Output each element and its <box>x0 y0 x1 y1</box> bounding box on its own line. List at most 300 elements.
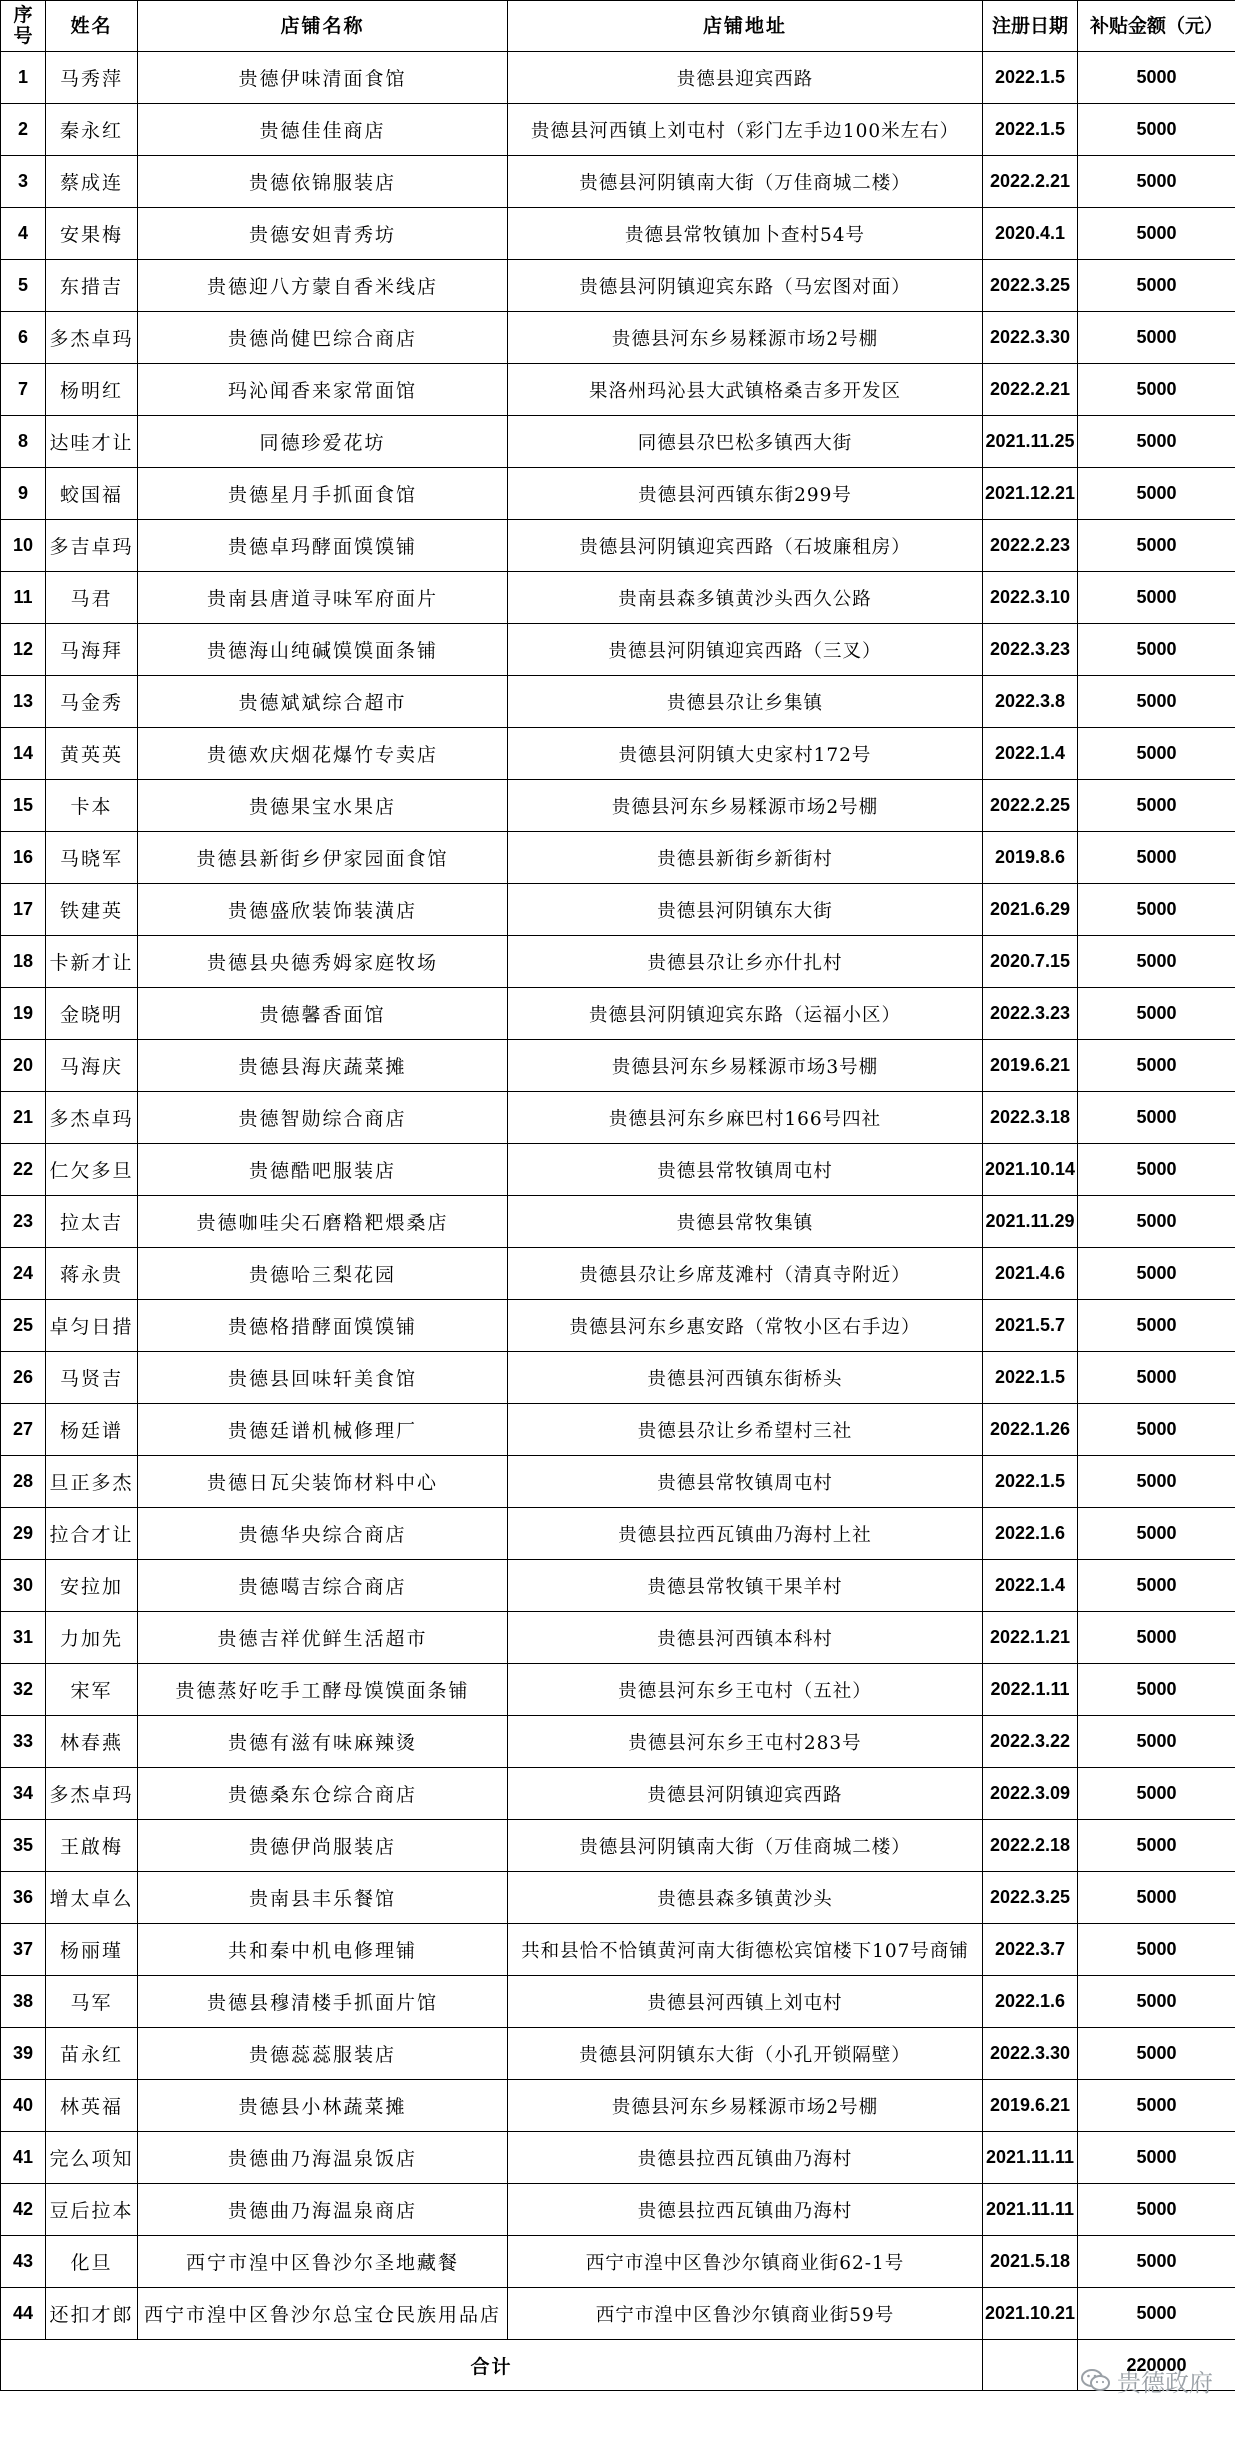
cell-amount: 5000 <box>1078 780 1235 832</box>
cell-seq: 27 <box>1 1404 46 1456</box>
header-seq-text: 序 号 <box>13 4 33 47</box>
cell-name: 还扣才郎 <box>46 2288 138 2340</box>
cell-address: 贵德县河西镇东街桥头 <box>508 1352 983 1404</box>
cell-name: 安拉加 <box>46 1560 138 1612</box>
cell-shop: 贵德依锦服装店 <box>138 156 508 208</box>
wechat-icon <box>1081 2368 1111 2394</box>
cell-seq: 44 <box>1 2288 46 2340</box>
cell-address: 贵德县尕让乡席芨滩村（清真寺附近） <box>508 1248 983 1300</box>
cell-seq: 22 <box>1 1144 46 1196</box>
table-row <box>1 572 1235 624</box>
table-row <box>1 1508 1235 1560</box>
table-row <box>1 1300 1235 1352</box>
cell-name: 宋军 <box>46 1664 138 1716</box>
cell-amount: 5000 <box>1078 2132 1235 2184</box>
cell-address: 贵德县尕让乡希望村三社 <box>508 1404 983 1456</box>
cell-amount: 5000 <box>1078 104 1235 156</box>
cell-date: 2022.3.7 <box>983 1924 1078 1976</box>
cell-name: 马晓军 <box>46 832 138 884</box>
watermark-text: 贵德政府 <box>1117 2369 1213 2397</box>
cell-address: 贵德县拉西瓦镇曲乃海村上社 <box>508 1508 983 1560</box>
cell-address: 贵德县河阴镇迎宾西路（石坡廉租房） <box>508 520 983 572</box>
total-label: 合计 <box>1 2340 983 2391</box>
cell-name: 马海拜 <box>46 624 138 676</box>
cell-amount: 5000 <box>1078 624 1235 676</box>
table-row <box>1 2184 1235 2236</box>
cell-address: 贵德县河西镇上刘屯村（彩门左手边100米左右） <box>508 104 983 156</box>
cell-date: 2022.2.21 <box>983 364 1078 416</box>
cell-seq: 17 <box>1 884 46 936</box>
cell-shop: 共和秦中机电修理铺 <box>138 1924 508 1976</box>
cell-date: 2022.2.25 <box>983 780 1078 832</box>
cell-name: 多杰卓玛 <box>46 312 138 364</box>
cell-address: 果洛州玛沁县大武镇格桑吉多开发区 <box>508 364 983 416</box>
cell-date: 2021.10.21 <box>983 2288 1078 2340</box>
cell-date: 2022.3.30 <box>983 2028 1078 2080</box>
cell-seq: 21 <box>1 1092 46 1144</box>
cell-address: 贵德县河阴镇南大街（万佳商城二楼） <box>508 1820 983 1872</box>
cell-shop: 贵德酷吧服装店 <box>138 1144 508 1196</box>
table-row <box>1 1404 1235 1456</box>
cell-seq: 20 <box>1 1040 46 1092</box>
cell-shop: 玛沁闻香来家常面馆 <box>138 364 508 416</box>
cell-amount: 5000 <box>1078 1924 1235 1976</box>
table-row <box>1 1612 1235 1664</box>
table-row <box>1 1976 1235 2028</box>
cell-shop: 贵德噶吉综合商店 <box>138 1560 508 1612</box>
cell-amount: 5000 <box>1078 1352 1235 1404</box>
cell-seq: 15 <box>1 780 46 832</box>
cell-name: 卡本 <box>46 780 138 832</box>
table-row <box>1 416 1235 468</box>
cell-name: 马海庆 <box>46 1040 138 1092</box>
cell-shop: 贵德廷谱机械修理厂 <box>138 1404 508 1456</box>
header-address: 店铺地址 <box>508 1 983 52</box>
cell-address: 贵德县河阴镇东大街 <box>508 884 983 936</box>
cell-name: 化旦 <box>46 2236 138 2288</box>
cell-name: 马秀萍 <box>46 52 138 104</box>
table-row <box>1 936 1235 988</box>
table-row <box>1 884 1235 936</box>
cell-amount: 5000 <box>1078 884 1235 936</box>
cell-name: 拉合才让 <box>46 1508 138 1560</box>
cell-amount: 5000 <box>1078 52 1235 104</box>
cell-amount: 5000 <box>1078 1872 1235 1924</box>
cell-name: 多杰卓玛 <box>46 1768 138 1820</box>
cell-amount: 5000 <box>1078 2184 1235 2236</box>
table-row <box>1 1664 1235 1716</box>
cell-seq: 13 <box>1 676 46 728</box>
cell-amount: 5000 <box>1078 364 1235 416</box>
table-row <box>1 1820 1235 1872</box>
cell-address: 贵德县常牧镇周屯村 <box>508 1144 983 1196</box>
cell-date: 2022.3.30 <box>983 312 1078 364</box>
cell-name: 马军 <box>46 1976 138 2028</box>
cell-shop: 贵德曲乃海温泉饭店 <box>138 2132 508 2184</box>
cell-shop: 贵德县回味轩美食馆 <box>138 1352 508 1404</box>
header-amount: 补贴金额（元） <box>1078 1 1235 52</box>
cell-shop: 贵德盛欣装饰装潢店 <box>138 884 508 936</box>
cell-amount: 5000 <box>1078 1560 1235 1612</box>
cell-date: 2022.1.5 <box>983 1352 1078 1404</box>
cell-seq: 3 <box>1 156 46 208</box>
cell-name: 完么项知 <box>46 2132 138 2184</box>
cell-amount: 5000 <box>1078 468 1235 520</box>
cell-name: 杨廷谱 <box>46 1404 138 1456</box>
cell-address: 贵德县尕让乡亦什扎村 <box>508 936 983 988</box>
cell-shop: 贵德华央综合商店 <box>138 1508 508 1560</box>
cell-amount: 5000 <box>1078 728 1235 780</box>
cell-amount: 5000 <box>1078 1040 1235 1092</box>
cell-address: 西宁市湟中区鲁沙尔镇商业街62-1号 <box>508 2236 983 2288</box>
cell-seq: 9 <box>1 468 46 520</box>
total-row <box>1 2340 1235 2391</box>
table-row <box>1 520 1235 572</box>
cell-shop: 贵德县小林蔬菜摊 <box>138 2080 508 2132</box>
cell-amount: 5000 <box>1078 1768 1235 1820</box>
bottom-blank <box>0 2400 1235 2450</box>
cell-date: 2022.2.18 <box>983 1820 1078 1872</box>
table-row <box>1 2080 1235 2132</box>
header-row <box>1 1 1235 52</box>
cell-name: 马金秀 <box>46 676 138 728</box>
cell-name: 蔡成连 <box>46 156 138 208</box>
cell-shop: 贵南县唐道寻味军府面片 <box>138 572 508 624</box>
cell-shop: 贵德咖哇尖石磨糌粑煨桑店 <box>138 1196 508 1248</box>
cell-shop: 贵德蕊蕊服装店 <box>138 2028 508 2080</box>
table-row <box>1 1144 1235 1196</box>
cell-date: 2022.2.21 <box>983 156 1078 208</box>
cell-seq: 4 <box>1 208 46 260</box>
cell-date: 2021.11.25 <box>983 416 1078 468</box>
cell-seq: 8 <box>1 416 46 468</box>
cell-shop: 贵德卓玛酵面馍馍铺 <box>138 520 508 572</box>
cell-name: 增太卓么 <box>46 1872 138 1924</box>
cell-address: 贵德县河阴镇迎宾东路（运福小区） <box>508 988 983 1040</box>
cell-seq: 41 <box>1 2132 46 2184</box>
table-row <box>1 728 1235 780</box>
cell-name: 旦正多杰 <box>46 1456 138 1508</box>
cell-amount: 5000 <box>1078 416 1235 468</box>
cell-shop: 贵德县新街乡伊家园面食馆 <box>138 832 508 884</box>
cell-address: 西宁市湟中区鲁沙尔镇商业街59号 <box>508 2288 983 2340</box>
cell-amount: 5000 <box>1078 2028 1235 2080</box>
cell-shop: 贵德智勋综合商店 <box>138 1092 508 1144</box>
cell-address: 贵德县河阴镇东大街（小孔开锁隔壁） <box>508 2028 983 2080</box>
cell-date: 2021.6.29 <box>983 884 1078 936</box>
cell-shop: 贵德格措酵面馍馍铺 <box>138 1300 508 1352</box>
cell-name: 拉太吉 <box>46 1196 138 1248</box>
cell-name: 马贤吉 <box>46 1352 138 1404</box>
cell-address: 贵德县河东乡易糅源市场2号棚 <box>508 780 983 832</box>
cell-shop: 贵德海山纯碱馍馍面条铺 <box>138 624 508 676</box>
cell-shop: 贵南县丰乐餐馆 <box>138 1872 508 1924</box>
cell-shop: 贵德桑东仓综合商店 <box>138 1768 508 1820</box>
cell-date: 2019.6.21 <box>983 1040 1078 1092</box>
cell-shop: 贵德县海庆蔬菜摊 <box>138 1040 508 1092</box>
table-row <box>1 1196 1235 1248</box>
cell-amount: 5000 <box>1078 1248 1235 1300</box>
cell-name: 安果梅 <box>46 208 138 260</box>
table-row <box>1 52 1235 104</box>
cell-amount: 5000 <box>1078 676 1235 728</box>
cell-name: 铁建英 <box>46 884 138 936</box>
cell-shop: 贵德吉祥优鲜生活超市 <box>138 1612 508 1664</box>
cell-date: 2022.3.25 <box>983 1872 1078 1924</box>
cell-date: 2021.5.7 <box>983 1300 1078 1352</box>
cell-date: 2022.3.23 <box>983 988 1078 1040</box>
table-row <box>1 364 1235 416</box>
cell-shop: 贵德馨香面馆 <box>138 988 508 1040</box>
cell-amount: 5000 <box>1078 1092 1235 1144</box>
table-row <box>1 312 1235 364</box>
header-seq <box>1 1 46 52</box>
cell-amount: 5000 <box>1078 936 1235 988</box>
cell-date: 2021.10.14 <box>983 1144 1078 1196</box>
table-body <box>1 52 1235 2340</box>
cell-shop: 贵德安妲青秀坊 <box>138 208 508 260</box>
cell-name: 林英福 <box>46 2080 138 2132</box>
cell-name: 苗永红 <box>46 2028 138 2080</box>
cell-seq: 24 <box>1 1248 46 1300</box>
cell-shop: 贵德欢庆烟花爆竹专卖店 <box>138 728 508 780</box>
cell-seq: 19 <box>1 988 46 1040</box>
cell-shop: 贵德星月手抓面食馆 <box>138 468 508 520</box>
cell-name: 王啟梅 <box>46 1820 138 1872</box>
header-date: 注册日期 <box>983 1 1078 52</box>
cell-seq: 35 <box>1 1820 46 1872</box>
cell-amount: 5000 <box>1078 2288 1235 2340</box>
cell-seq: 7 <box>1 364 46 416</box>
cell-amount: 5000 <box>1078 1196 1235 1248</box>
cell-address: 贵德县森多镇黄沙头 <box>508 1872 983 1924</box>
cell-shop: 贵德佳佳商店 <box>138 104 508 156</box>
cell-address: 贵德县河阴镇南大街（万佳商城二楼） <box>508 156 983 208</box>
cell-address: 贵德县常牧镇周屯村 <box>508 1456 983 1508</box>
cell-address: 贵南县森多镇黄沙头西久公路 <box>508 572 983 624</box>
cell-amount: 5000 <box>1078 1820 1235 1872</box>
cell-amount: 5000 <box>1078 1976 1235 2028</box>
cell-address: 贵德县河西镇东街299号 <box>508 468 983 520</box>
cell-seq: 23 <box>1 1196 46 1248</box>
cell-seq: 18 <box>1 936 46 988</box>
cell-shop: 贵德哈三梨花园 <box>138 1248 508 1300</box>
table-row <box>1 468 1235 520</box>
total-empty-cell <box>983 2340 1078 2391</box>
cell-shop: 贵德伊味清面食馆 <box>138 52 508 104</box>
cell-address: 贵德县常牧镇干果羊村 <box>508 1560 983 1612</box>
table-row <box>1 1248 1235 1300</box>
table-row <box>1 676 1235 728</box>
table-row <box>1 2236 1235 2288</box>
table-row <box>1 1768 1235 1820</box>
cell-amount: 5000 <box>1078 1612 1235 1664</box>
cell-amount: 5000 <box>1078 1144 1235 1196</box>
table-row <box>1 988 1235 1040</box>
cell-date: 2021.11.11 <box>983 2184 1078 2236</box>
cell-date: 2022.3.8 <box>983 676 1078 728</box>
cell-amount: 5000 <box>1078 1716 1235 1768</box>
cell-address: 贵德县拉西瓦镇曲乃海村 <box>508 2132 983 2184</box>
table-row <box>1 260 1235 312</box>
cell-amount: 5000 <box>1078 208 1235 260</box>
cell-date: 2022.1.21 <box>983 1612 1078 1664</box>
cell-address: 贵德县常牧集镇 <box>508 1196 983 1248</box>
cell-date: 2022.3.23 <box>983 624 1078 676</box>
cell-name: 多杰卓玛 <box>46 1092 138 1144</box>
cell-shop: 贵德伊尚服装店 <box>138 1820 508 1872</box>
cell-address: 贵德县河阴镇迎宾西路（三叉） <box>508 624 983 676</box>
cell-date: 2022.3.22 <box>983 1716 1078 1768</box>
cell-amount: 5000 <box>1078 1300 1235 1352</box>
cell-seq: 40 <box>1 2080 46 2132</box>
table-row <box>1 832 1235 884</box>
cell-seq: 31 <box>1 1612 46 1664</box>
cell-address: 贵德县河西镇本科村 <box>508 1612 983 1664</box>
cell-address: 贵德县新街乡新街村 <box>508 832 983 884</box>
table-row <box>1 1352 1235 1404</box>
cell-name: 马君 <box>46 572 138 624</box>
cell-address: 贵德县河东乡王屯村（五社） <box>508 1664 983 1716</box>
cell-seq: 12 <box>1 624 46 676</box>
cell-date: 2022.1.5 <box>983 1456 1078 1508</box>
table-row <box>1 156 1235 208</box>
cell-name: 秦永红 <box>46 104 138 156</box>
cell-date: 2022.1.6 <box>983 1508 1078 1560</box>
cell-date: 2020.4.1 <box>983 208 1078 260</box>
cell-amount: 5000 <box>1078 988 1235 1040</box>
cell-address: 同德县尕巴松多镇西大街 <box>508 416 983 468</box>
cell-date: 2022.1.4 <box>983 1560 1078 1612</box>
cell-amount: 5000 <box>1078 2080 1235 2132</box>
cell-address: 贵德县河东乡惠安路（常牧小区右手边） <box>508 1300 983 1352</box>
cell-address: 贵德县河东乡易糅源市场2号棚 <box>508 312 983 364</box>
cell-address: 贵德县常牧镇加卜查村54号 <box>508 208 983 260</box>
cell-date: 2022.3.09 <box>983 1768 1078 1820</box>
table-row <box>1 2288 1235 2340</box>
table-row <box>1 1924 1235 1976</box>
cell-amount: 5000 <box>1078 1456 1235 1508</box>
cell-date: 2021.4.6 <box>983 1248 1078 1300</box>
cell-seq: 34 <box>1 1768 46 1820</box>
table-row <box>1 1456 1235 1508</box>
cell-date: 2021.11.11 <box>983 2132 1078 2184</box>
cell-address: 贵德县河阴镇迎宾东路（马宏图对面） <box>508 260 983 312</box>
cell-address: 贵德县河东乡易糅源市场2号棚 <box>508 2080 983 2132</box>
cell-name: 卓匀日措 <box>46 1300 138 1352</box>
cell-amount: 5000 <box>1078 1404 1235 1456</box>
header-shop: 店铺名称 <box>138 1 508 52</box>
total-amount: 220000 <box>1078 2340 1235 2391</box>
table-row <box>1 1040 1235 1092</box>
cell-seq: 32 <box>1 1664 46 1716</box>
cell-date: 2019.6.21 <box>983 2080 1078 2132</box>
table-row <box>1 1872 1235 1924</box>
cell-seq: 25 <box>1 1300 46 1352</box>
cell-seq: 6 <box>1 312 46 364</box>
cell-shop: 贵德果宝水果店 <box>138 780 508 832</box>
cell-name: 林春燕 <box>46 1716 138 1768</box>
cell-date: 2022.3.10 <box>983 572 1078 624</box>
cell-date: 2022.2.23 <box>983 520 1078 572</box>
cell-amount: 5000 <box>1078 1508 1235 1560</box>
table-row <box>1 1092 1235 1144</box>
cell-name: 卡新才让 <box>46 936 138 988</box>
cell-date: 2022.1.11 <box>983 1664 1078 1716</box>
cell-amount: 5000 <box>1078 1664 1235 1716</box>
cell-seq: 38 <box>1 1976 46 2028</box>
cell-address: 贵德县迎宾西路 <box>508 52 983 104</box>
cell-seq: 36 <box>1 1872 46 1924</box>
cell-date: 2022.3.25 <box>983 260 1078 312</box>
cell-name: 多吉卓玛 <box>46 520 138 572</box>
cell-seq: 16 <box>1 832 46 884</box>
cell-shop: 贵德县央德秀姆家庭牧场 <box>138 936 508 988</box>
table-row <box>1 780 1235 832</box>
cell-shop: 同德珍爱花坊 <box>138 416 508 468</box>
table-row <box>1 104 1235 156</box>
cell-name: 黄英英 <box>46 728 138 780</box>
cell-seq: 30 <box>1 1560 46 1612</box>
table-row <box>1 1716 1235 1768</box>
cell-seq: 42 <box>1 2184 46 2236</box>
cell-seq: 14 <box>1 728 46 780</box>
cell-name: 蒋永贵 <box>46 1248 138 1300</box>
table-row <box>1 208 1235 260</box>
table-row <box>1 624 1235 676</box>
cell-name: 仁欠多旦 <box>46 1144 138 1196</box>
cell-amount: 5000 <box>1078 312 1235 364</box>
cell-date: 2022.1.5 <box>983 104 1078 156</box>
table-row <box>1 1560 1235 1612</box>
cell-date: 2022.1.5 <box>983 52 1078 104</box>
cell-name: 达哇才让 <box>46 416 138 468</box>
cell-seq: 37 <box>1 1924 46 1976</box>
cell-shop: 贵德蒸好吃手工酵母馍馍面条铺 <box>138 1664 508 1716</box>
cell-seq: 29 <box>1 1508 46 1560</box>
cell-address: 贵德县尕让乡集镇 <box>508 676 983 728</box>
header-name: 姓名 <box>46 1 138 52</box>
cell-address: 贵德县河东乡王屯村283号 <box>508 1716 983 1768</box>
cell-seq: 33 <box>1 1716 46 1768</box>
cell-address: 共和县恰不恰镇黄河南大街德松宾馆楼下107号商铺 <box>508 1924 983 1976</box>
cell-name: 杨明红 <box>46 364 138 416</box>
cell-address: 贵德县河阴镇大史家村172号 <box>508 728 983 780</box>
cell-date: 2021.5.18 <box>983 2236 1078 2288</box>
cell-seq: 5 <box>1 260 46 312</box>
cell-seq: 2 <box>1 104 46 156</box>
cell-date: 2022.3.18 <box>983 1092 1078 1144</box>
cell-amount: 5000 <box>1078 572 1235 624</box>
cell-address: 贵德县拉西瓦镇曲乃海村 <box>508 2184 983 2236</box>
cell-shop: 西宁市湟中区鲁沙尔圣地藏餐 <box>138 2236 508 2288</box>
cell-address: 贵德县河东乡易糅源市场3号棚 <box>508 1040 983 1092</box>
cell-shop: 贵德日瓦尖装饰材料中心 <box>138 1456 508 1508</box>
cell-address: 贵德县河东乡麻巴村166号四社 <box>508 1092 983 1144</box>
cell-seq: 26 <box>1 1352 46 1404</box>
cell-seq: 10 <box>1 520 46 572</box>
cell-shop: 贵德尚健巴综合商店 <box>138 312 508 364</box>
cell-amount: 5000 <box>1078 260 1235 312</box>
cell-shop: 贵德有滋有味麻辣烫 <box>138 1716 508 1768</box>
cell-amount: 5000 <box>1078 832 1235 884</box>
watermark <box>1081 2363 1213 2398</box>
cell-name: 东措吉 <box>46 260 138 312</box>
cell-name: 杨丽瑾 <box>46 1924 138 1976</box>
cell-amount: 5000 <box>1078 520 1235 572</box>
cell-shop: 贵德斌斌综合超市 <box>138 676 508 728</box>
cell-amount: 5000 <box>1078 2236 1235 2288</box>
